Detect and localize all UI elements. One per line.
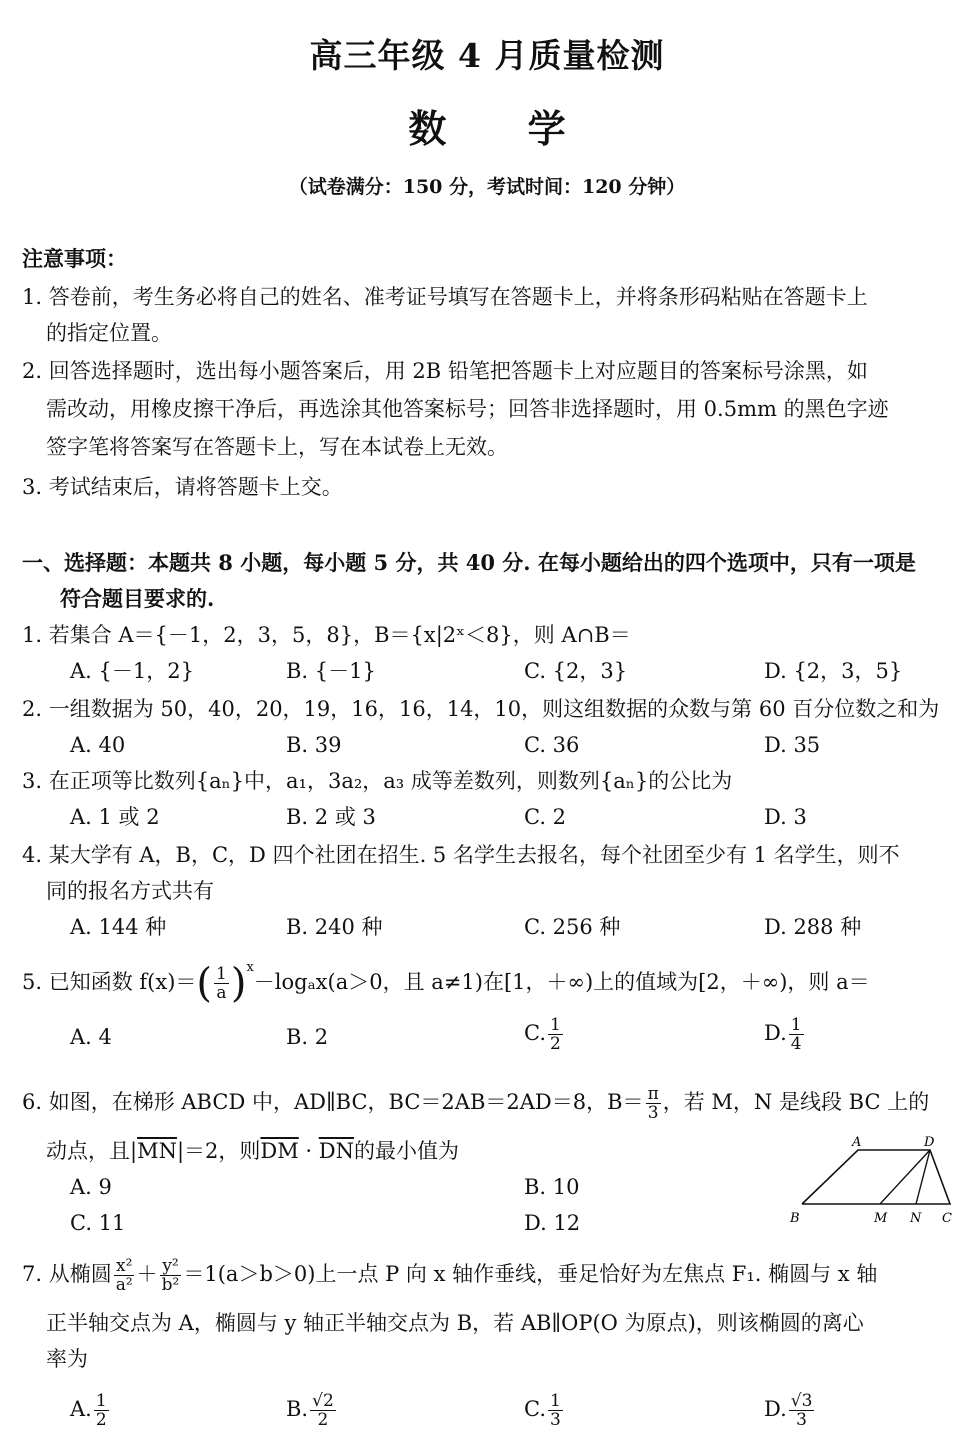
option-d: D. 12 <box>524 1211 581 1235</box>
question-7-cont2: 率为 <box>46 1347 88 1371</box>
question-7 <box>22 1256 952 1294</box>
fraction-den: 3 <box>647 1103 659 1123</box>
fraction-den: a <box>216 983 227 1003</box>
option-b: B. 2 或 3 <box>286 805 376 829</box>
q5-fraction <box>214 965 229 1002</box>
option-c: C. {2，3} <box>524 659 628 683</box>
option-label: C. <box>524 1397 546 1421</box>
question-4-cont: 同的报名方式共有 <box>46 879 214 903</box>
q5-exponent: x <box>246 960 254 975</box>
vector-mn: $\overline{MN}$ <box>137 1139 177 1163</box>
option-d: D. 3 <box>764 805 807 829</box>
exam-title: 高三年级 4 月质量检测 <box>309 36 665 75</box>
fraction-den: 3 <box>796 1410 807 1430</box>
fraction-num: y² <box>162 1256 179 1276</box>
label-m: M <box>874 1211 888 1226</box>
question-7-cont: 正半轴交点为 A，椭圆与 y 轴正半轴交点为 B，若 AB∥OP(O 为原点)，则该椭圆的离心 <box>46 1311 864 1335</box>
notes-heading: 注意事项： <box>22 246 127 271</box>
option-a: A. 144 种 <box>70 915 167 939</box>
trapezoid-figure <box>780 1132 960 1232</box>
option-d <box>764 1392 816 1429</box>
option-c <box>524 1392 565 1429</box>
question-5-options <box>0 1015 974 1054</box>
option-a <box>70 1392 111 1429</box>
label-n: N <box>910 1211 922 1226</box>
paren-open: ( <box>196 960 212 1007</box>
fraction-den: 2 <box>95 1410 107 1430</box>
ellipse-x-fraction <box>114 1257 135 1294</box>
q7-suffix: ＝1(a＞b＞0)上一点 P 向 x 轴作垂线，垂足恰好为左焦点 F₁. 椭圆与 x 轴 <box>183 1262 878 1286</box>
q6-suffix: ，若 M，N 是线段 BC 上的 <box>662 1090 930 1114</box>
option-a: A. 1 或 2 <box>70 805 160 829</box>
option-a: A. 40 <box>70 733 126 757</box>
option-d: D. 35 <box>764 733 821 757</box>
option-c: C. 36 <box>524 733 580 757</box>
option-b <box>286 1392 338 1429</box>
question-4-options <box>0 912 974 942</box>
fraction-num: x² <box>115 1256 133 1276</box>
fraction-num: 1 <box>790 1015 802 1035</box>
question-3: 3. 在正项等比数列{aₙ}中，a₁，3a₂，a₃ 成等差数列，则数列{aₙ}的公比为 <box>22 769 733 793</box>
ellipse-y-fraction <box>160 1257 182 1294</box>
fraction-den: 4 <box>790 1034 802 1054</box>
exam-meta: （试卷满分：150 分，考试时间：120 分钟） <box>288 176 686 198</box>
option-b: B. {－1} <box>286 659 376 683</box>
section-1-heading: 一、选择题：本题共 8 小题，每小题 5 分，共 40 分. 在每小题给出的四个选项中，只有一项是 <box>22 550 916 575</box>
fraction-num: 1 <box>216 964 227 984</box>
section-1-heading-cont: 符合题目要求的. <box>60 586 215 611</box>
q5-suffix: －logₐx(a＞0，且 a≠1)在[1，＋∞)上的值域为[2，＋∞)，则 a＝ <box>253 970 870 994</box>
option-label: A. <box>70 1397 92 1421</box>
option-fraction <box>548 1016 563 1053</box>
option-c: C. 256 种 <box>524 915 621 939</box>
option-label: D. <box>764 1021 787 1045</box>
question-1-options <box>0 656 974 686</box>
option-b: B. 10 <box>524 1175 580 1199</box>
note-2-cont2: 签字笔将答案写在答题卡上，写在本试卷上无效。 <box>46 435 508 459</box>
vector-dn: $\overline{DN}$ <box>318 1139 354 1163</box>
option-b: B. 2 <box>286 1025 329 1049</box>
fraction-num: √3 <box>790 1391 813 1411</box>
angle-fraction <box>646 1085 661 1122</box>
option-c: C. 11 <box>70 1211 126 1235</box>
option-fraction <box>310 1392 336 1429</box>
label-c: C <box>942 1211 952 1226</box>
option-a: A. {－1，2} <box>70 659 194 683</box>
vector-dm: $\overline{DM}$ <box>260 1139 299 1163</box>
question-3-options <box>0 802 974 832</box>
q6-line2-prefix: 动点，且| <box>46 1139 138 1163</box>
option-fraction <box>94 1392 109 1429</box>
option-d: D. 288 种 <box>764 915 862 939</box>
question-2: 2. 一组数据为 50，40，20，19，16，16，14，10，则这组数据的众数与第 60 百分位数之和为 <box>22 697 940 721</box>
label-b: B <box>790 1211 800 1226</box>
option-c: C. 2 <box>524 805 567 829</box>
q7-prefix: 7. 从椭圆 <box>22 1262 112 1286</box>
note-2-cont: 需改动，用橡皮擦干净后，再选涂其他答案标号；回答非选择题时，用 0.5mm 的黑色字迹 <box>46 397 889 421</box>
note-1: 1. 答卷前，考生务必将自己的姓名、准考证号填写在答题卡上，并将条形码粘贴在答题卡上 <box>22 285 868 309</box>
question-4: 4. 某大学有 A，B，C，D 四个社团在招生. 5 名学生去报名，每个社团至少有 1 名学生，则不 <box>22 843 900 867</box>
q6-line2-suffix: 的最小值为 <box>354 1139 459 1163</box>
q5-prefix: 5. 已知函数 f(x)＝ <box>22 970 197 994</box>
question-6 <box>22 1084 952 1122</box>
q6-line2-mid: |＝2，则 <box>176 1139 261 1163</box>
question-5 <box>22 958 952 1007</box>
option-label: B. <box>286 1397 309 1421</box>
label-d: D <box>924 1135 935 1150</box>
dot-operator: · <box>298 1139 319 1163</box>
fraction-den: 2 <box>550 1034 561 1054</box>
option-a: A. 9 <box>70 1175 112 1199</box>
fraction-den: a² <box>115 1275 133 1295</box>
question-1: 1. 若集合 A＝{－1，2，3，5，8}，B＝{x|2ˣ＜8}，则 A∩B＝ <box>22 623 631 647</box>
fraction-den: 2 <box>317 1410 329 1430</box>
fraction-num: 1 <box>550 1015 561 1035</box>
fraction-den: 3 <box>550 1410 561 1430</box>
question-2-options <box>0 730 974 760</box>
fraction-num: 1 <box>95 1391 107 1411</box>
fraction-num: √2 <box>312 1391 334 1411</box>
paren-close: ) <box>230 960 247 1007</box>
option-fraction <box>789 1016 804 1053</box>
option-label: C. <box>524 1021 546 1045</box>
note-3: 3. 考试结束后，请将答题卡上交。 <box>22 475 343 499</box>
option-d <box>764 1016 806 1053</box>
label-a: A <box>852 1135 862 1150</box>
note-1-cont: 的指定位置。 <box>46 321 172 345</box>
option-d: D. {2，3，5} <box>764 659 903 683</box>
option-b: B. 39 <box>286 733 342 757</box>
subject-title: 数 学 <box>408 106 600 151</box>
question-7-options <box>0 1391 974 1430</box>
q6-prefix: 6. 如图，在梯形 ABCD 中，AD∥BC，BC＝2AB＝2AD＝8，B＝ <box>22 1090 644 1114</box>
note-2: 2. 回答选择题时，选出每小题答案后，用 2B 铅笔把答题卡上对应题目的答案标号涂黑，如 <box>22 359 868 383</box>
option-fraction <box>548 1392 563 1429</box>
option-fraction <box>789 1392 815 1429</box>
fraction-den: b² <box>161 1275 180 1295</box>
plus-sign: ＋ <box>136 1262 158 1286</box>
fraction-num: π <box>647 1084 659 1104</box>
fraction-num: 1 <box>550 1391 561 1411</box>
option-c <box>524 1016 565 1053</box>
option-a: A. 4 <box>70 1025 112 1049</box>
option-b: B. 240 种 <box>286 915 383 939</box>
option-label: D. <box>764 1397 787 1421</box>
